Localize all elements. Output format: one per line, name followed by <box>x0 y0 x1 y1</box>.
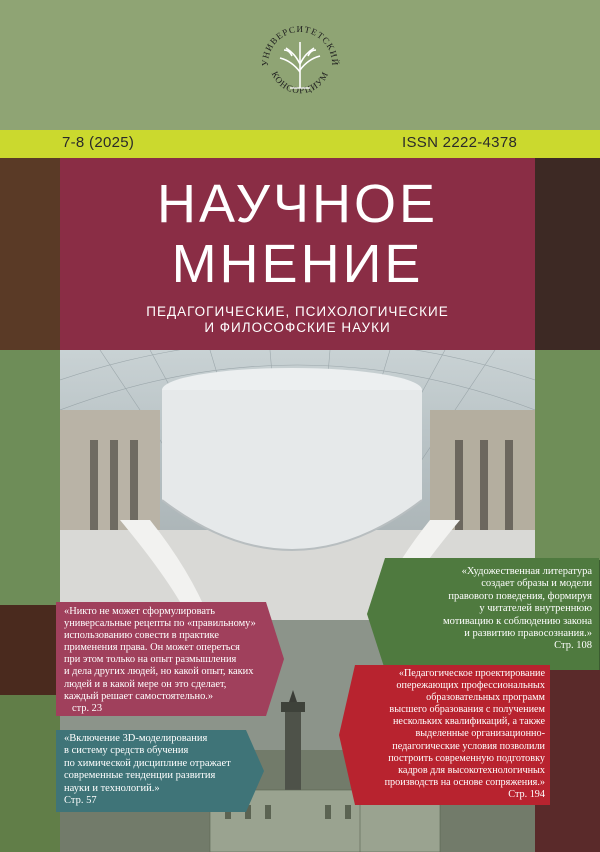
title-line-2: МНЕНИЕ <box>171 234 424 294</box>
quote-3d-line: по химической дисциплине отражает <box>64 757 231 769</box>
subtitle-line-2: И ФИЛОСОФСКИЕ НАУКИ <box>204 320 391 335</box>
title-panel <box>60 158 535 350</box>
left-strip-4 <box>0 695 60 852</box>
right-strip-1 <box>535 158 600 350</box>
quote-literature-line: создает образы и модели <box>481 578 592 590</box>
quote-conscience-line: людей и в какой мере он это сделает, <box>64 678 227 690</box>
logo-arc-top: УНИВЕРСИТЕТСКИЙ <box>259 23 341 67</box>
quote-design-line: нескольких квалификаций, а также <box>392 716 545 728</box>
quote-literature-line: правового поведения, формируя <box>448 590 592 602</box>
quote-conscience-line: и дела других людей, но какой опыт, каких <box>64 666 254 678</box>
quote-design-line: «Педагогическое проектирование <box>398 668 545 679</box>
quote-literature-line: «Художественная литература <box>461 566 592 577</box>
quote-3d-line: науки и технологий.» <box>64 782 160 794</box>
quote-conscience-line: при этом только на опыт размышления <box>64 654 237 666</box>
logo-arc-bottom: КОНСОРЦИУМ <box>269 69 331 96</box>
quote-conscience <box>56 602 284 716</box>
quote-design-line: производств на основе сопряжения.» <box>384 776 545 788</box>
left-strip-1 <box>0 158 60 350</box>
quote-3d-page: Стр. 57 <box>64 795 97 807</box>
quote-conscience-line: каждый решает самостоятельно.» <box>64 690 214 702</box>
issn: ISSN 2222-4378 <box>402 134 518 151</box>
right-strip-2 <box>535 350 600 560</box>
consortium-logo <box>250 12 350 112</box>
quote-literature-page: Стр. 108 <box>554 640 592 652</box>
quote-conscience-line: «Никто не может сформулировать <box>64 606 215 617</box>
left-strip-2 <box>0 350 60 605</box>
quote-design-page: Стр. 194 <box>508 788 545 800</box>
quote-design-line: педагогические условия позволили <box>392 740 545 752</box>
quote-literature-line: и развитию правосознания.» <box>464 628 592 640</box>
quote-conscience-line: применения права. Он может опереться <box>64 642 240 654</box>
quote-conscience-line: универсальные рецепты по «правильному» <box>64 618 256 630</box>
quote-design-line: выделенные организационно- <box>415 728 545 740</box>
quote-literature-line: у читателей внутреннюю <box>479 603 592 615</box>
quote-design-line: построить современную подготовку <box>388 752 545 764</box>
quote-3d-line: в систему средств обучения <box>64 745 189 757</box>
quote-conscience-page: стр. 23 <box>72 702 103 714</box>
quote-conscience-line: использованию совести в практике <box>64 630 219 642</box>
quote-literature-line: мотивацию к соблюдению закона <box>442 615 592 627</box>
quote-design-line: образовательных программ <box>426 692 545 704</box>
quote-3d-line: «Включение 3D-моделирования <box>64 733 208 744</box>
quote-design-line: опережающих профессиональных <box>396 680 545 692</box>
title-line-1: НАУЧНОЕ <box>157 174 438 234</box>
quote-3d-modeling <box>56 730 264 812</box>
quote-literature <box>367 558 599 670</box>
issue-number: 7-8 (2025) <box>62 134 135 151</box>
quote-design-line: кадров для высокотехнологичных <box>398 764 545 776</box>
subtitle-line-1: ПЕДАГОГИЧЕСКИЕ, ПСИХОЛОГИЧЕСКИЕ <box>146 304 449 319</box>
quote-design-line: высшего образования с получением <box>389 704 545 716</box>
issue-band <box>0 130 600 158</box>
left-strip-3 <box>0 605 60 695</box>
quote-3d-line: современные тенденции развития <box>64 770 216 782</box>
quote-pedagogical-design <box>339 665 550 805</box>
